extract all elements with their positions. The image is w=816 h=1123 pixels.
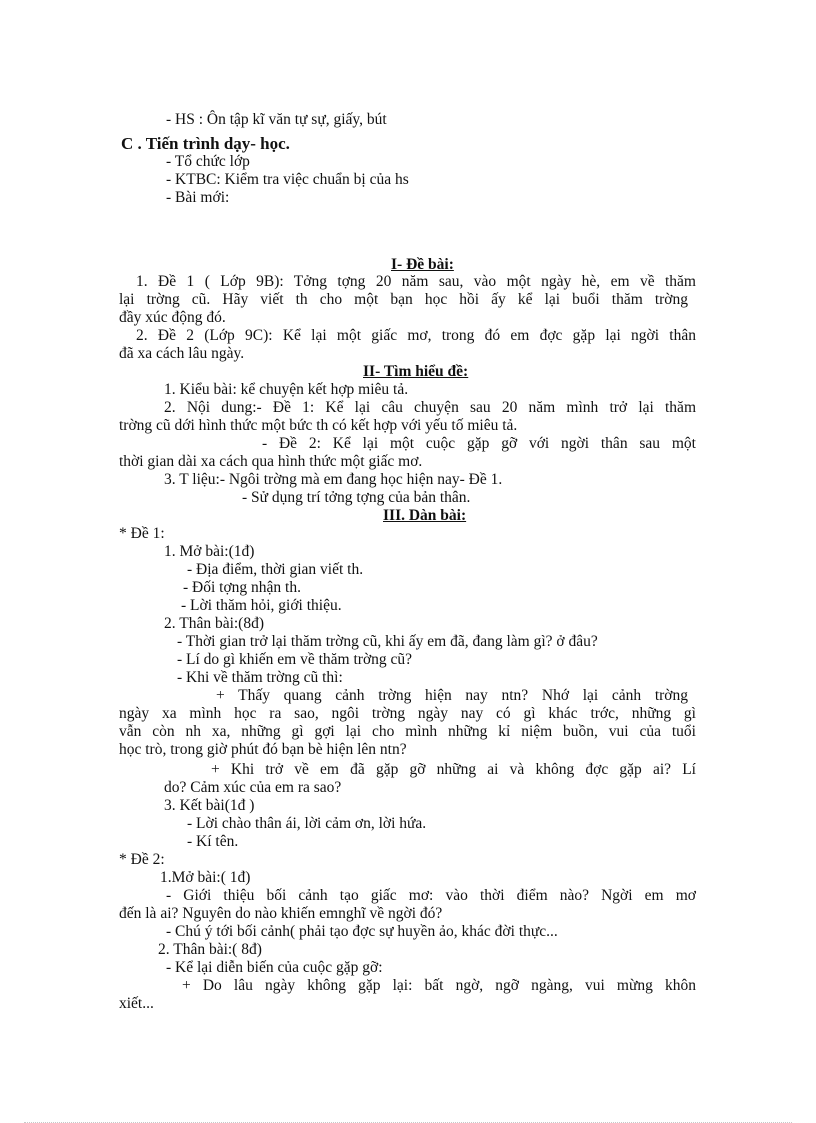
de1-outline-label: * Đề 1: [119,525,165,542]
thay-line-4: học trò, trong giờ phút đó bạn bè hiện lên ntn? [119,741,407,758]
de2-line-2: đã xa cách lâu ngày. [119,345,245,362]
de1-line-2: lại trờng cũ. Hãy viết th cho một bạn học hồi ấy kể lại buổi thăm trờng [119,291,688,308]
do-lau-line-2: xiết... [119,995,154,1012]
khi-tro-line-1: + Khi trở về em đã gặp gỡ những ai và không đợc gặp ai? Lí [211,761,696,778]
de1-line-3: đầy xúc động đó. [119,309,226,326]
section-c-heading: C . Tiến trình dạy- học. [121,134,290,153]
ke-lai-line: - Kể lại diễn biến của cuộc gặp gỡ: [166,959,383,976]
thay-line-1: + Thấy quang cảnh trờng hiện nay ntn? Nhớ lại cảnh trờng [216,687,688,704]
noi-dung-line-3: - Đề 2: Kể lại một cuộc gặp gỡ với ngời thân sau một [262,435,696,452]
heading-de-bai: I- Đề bài: [391,256,454,273]
than-bai-1: 2. Thân bài:(8đ) [164,615,265,632]
ki-ten-line: - Kí tên. [187,833,239,850]
loi-tham-hoi-line: - Lời thăm hỏi, giới thiệu. [181,597,342,614]
heading-dan-bai: III. Dàn bài: [383,507,467,524]
thay-line-2: ngày xa mình học ra sao, ngôi trờng ngày nay có gì khác trớc, những gì [119,705,696,722]
de2-line-1: 2. Đề 2 (Lớp 9C): Kể lại một giấc mơ, trong đó em đợc gặp lại ngời thân [136,327,696,344]
de2-outline-label: * Đề 2: [119,851,165,868]
loi-chao-line: - Lời chào thân ái, lời cảm ơn, lời hứa. [187,815,427,832]
do-lau-line-1: + Do lâu ngày không gặp lại: bất ngờ, ngỡ ngàng, vui mừng khôn [182,977,696,994]
tu-lieu-line-1: 3. T liệu:- Ngôi trờng mà em đang học hiện nay- Đề 1. [164,471,503,488]
khi-ve-line: - Khi về thăm trờng cũ thì: [177,669,343,686]
mo-bai-2: 1.Mở bài:( 1đ) [160,869,251,886]
khi-tro-line-2: do? Cảm xúc của em ra sao? [164,779,342,796]
dia-diem-line: - Địa điểm, thời gian viết th. [187,561,364,578]
thay-line-3: vẫn còn nh xa, những gì gợi lại cho mình những kỉ niệm buồn, vui của tuổi [119,723,696,740]
de1-line-1: 1. Đề 1 ( Lớp 9B): Tởng tợng 20 năm sau, vào một ngày hè, em về thăm [136,273,696,290]
step-check-preparation: - KTBC: Kiểm tra việc chuẩn bị của hs [166,171,409,188]
doi-tuong-line: - Đối tợng nhận th. [183,579,301,596]
noi-dung-line-1: 2. Nội dung:- Đề 1: Kể lại câu chuyện sau 20 năm mình trở lại thăm [164,399,696,416]
gioi-thieu-line-1: - Giới thiệu bối cảnh tạo giấc mơ: vào thời điểm nào? Ngời em mơ [166,887,696,904]
hs-preparation-line: - HS : Ôn tập kĩ văn tự sự, giấy, bút [166,111,387,128]
heading-tim-hieu-de: II- Tìm hiểu đề: [363,363,469,380]
li-do-line: - Lí do gì khiến em về thăm trờng cũ? [177,651,413,668]
noi-dung-line-4: thời gian dài xa cách qua hình thức một giấc mơ. [119,453,423,470]
kieu-bai-line: 1. Kiểu bài: kể chuyện kết hợp miêu tả. [164,381,409,398]
step-organize-class: - Tổ chức lớp [166,153,250,170]
than-bai-2: 2. Thân bài:( 8đ) [158,941,262,958]
chu-y-line: - Chú ý tới bối cảnh( phải tạo đợc sự huyền ảo, khác đời thực... [166,923,558,940]
thoi-gian-line: - Thời gian trở lại thăm trờng cũ, khi ấy em đã, đang làm gì? ở đâu? [177,633,598,650]
mo-bai-1: 1. Mở bài:(1đ) [164,543,255,560]
step-new-lesson: - Bài mới: [166,189,230,206]
gioi-thieu-line-2: đến là ai? Nguyên do nào khiến emnghĩ về ngời đó? [119,905,443,922]
noi-dung-line-2: trờng cũ dới hình thức một bức th có kết hợp với yếu tố miêu tả. [119,417,518,434]
tu-lieu-line-2: - Sử dụng trí tởng tợng của bản thân. [242,489,471,506]
ket-bai: 3. Kết bài(1đ ) [164,797,255,814]
